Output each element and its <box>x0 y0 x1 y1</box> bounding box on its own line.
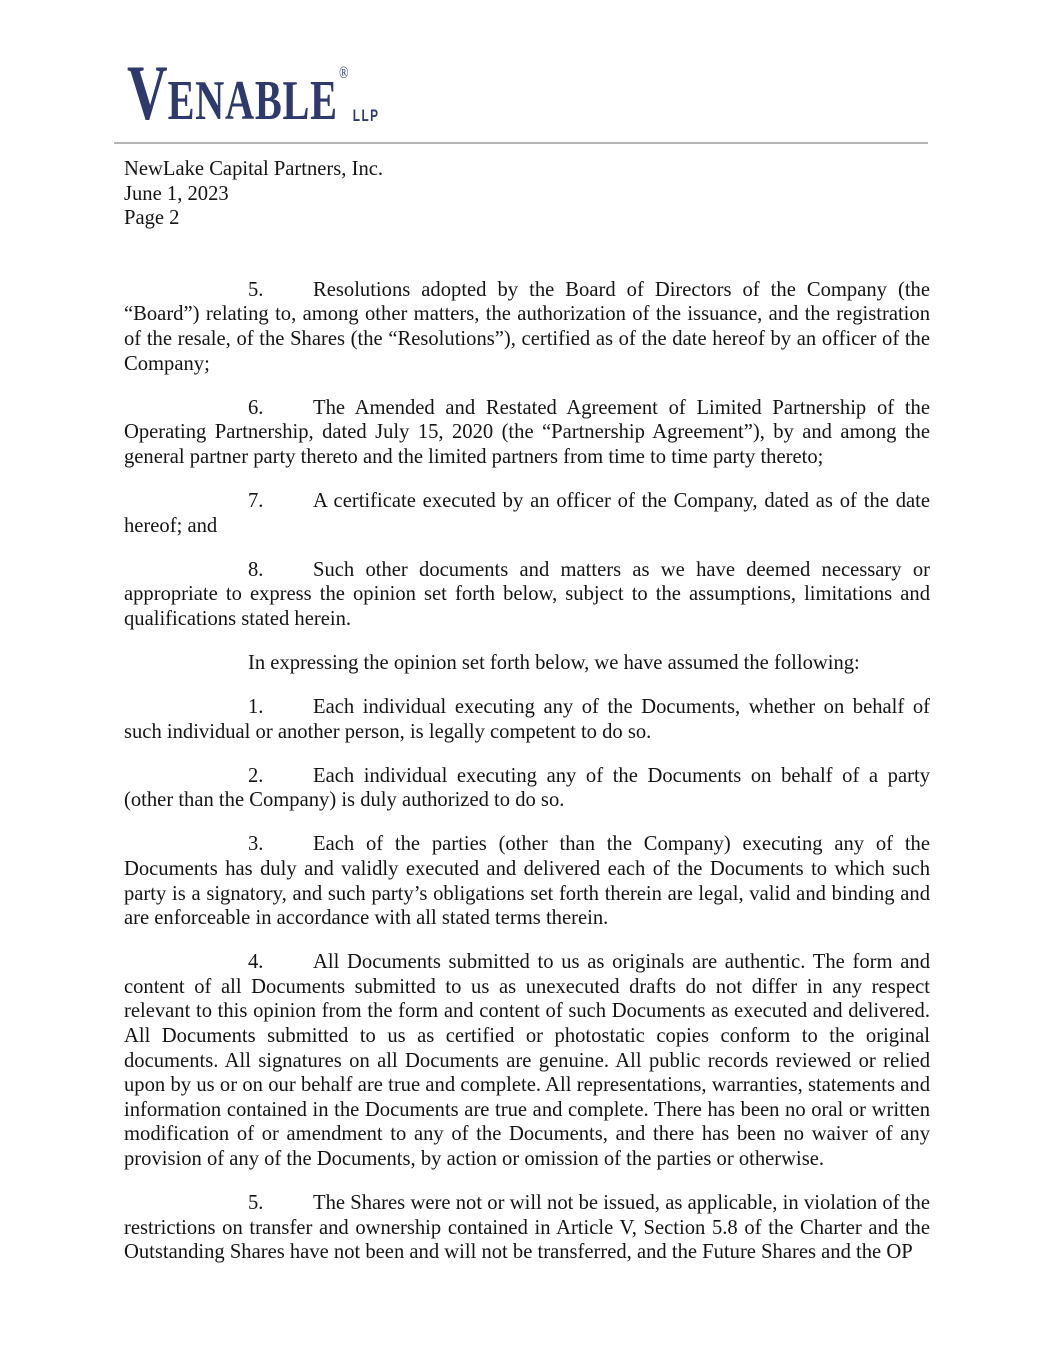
paragraph-text: Resolutions adopted by the Board of Directors of the Company (the “Board”) relating to, among other matters, the authorization of the issuance, and the registration of the resale, of the Shares (the “Resolutions”), certified as of the date hereof by an officer of the Company; <box>124 278 930 375</box>
paragraph-text: A certificate executed by an officer of the Company, dated as of the date hereof; and <box>124 489 930 537</box>
numbered-paragraph <box>124 764 930 813</box>
paragraph-text: Each individual executing any of the Documents, whether on behalf of such individual or another person, is legally competent to do so. <box>124 696 930 743</box>
paragraph-number: 7. <box>248 489 264 512</box>
numbered-paragraph <box>124 1191 930 1265</box>
letter-date: June 1, 2023 <box>124 182 229 205</box>
paragraph-number: 1. <box>248 696 264 718</box>
paragraph-number: 2. <box>248 764 264 787</box>
paragraph-number: 8. <box>248 558 264 581</box>
numbered-paragraph <box>124 832 930 930</box>
recipient-name: NewLake Capital Partners, Inc. <box>124 158 384 180</box>
numbered-paragraph <box>124 950 930 1171</box>
paragraph-text: Each of the parties (other than the Company) executing any of the Documents has duly and validly executed and delivered each of the Documents to which such party is a signatory, and such party’s obligations set forth therein are legal, valid and binding and are enforceable in accordance with all stated terms therein. <box>124 833 930 930</box>
paragraph-number: 4. <box>248 951 264 974</box>
paragraph-text: The Shares were not or will not be issued, as applicable, in violation of the restrictions on transfer and ownership contained in Article V, Section 5.8 of the Charter and the Outstanding Shares have not been and will not be transferred, and the Future Shares and the OP <box>124 1192 930 1264</box>
numbered-paragraph <box>124 695 930 744</box>
paragraph-number: 5. <box>248 278 264 301</box>
letterhead <box>124 157 930 231</box>
paragraph-text: All Documents submitted to us as originals are authentic. The form and content of all Documents submitted to us as unexecuted drafts do not differ in any respect relevant to this opinion from the form and content of such Documents as executed and delivered. All Documents submitted to us as certified or photostatic copies conform to the original documents. All signatures on all Documents are genuine. All public records reviewed or relied upon by us or on our behalf are true and complete. All representations, warranties, statements and information contained in the Documents are true and complete. There has been no oral or written modification of or amendment to any of the Documents, and there has been no waiver of any provision of any of the Documents, by action or omission of the parties or otherwise. <box>124 951 930 1170</box>
logo-letter-v: V <box>127 49 168 136</box>
paragraph-text: Each individual executing any of the Documents on behalf of a party (other than the Company) is duly authorized to do so. <box>124 764 930 812</box>
paragraph-text: Such other documents and matters as we have deemed necessary or appropriate to express the opinion set forth below, subject to the assumptions, limitations and qualifications stated herein. <box>124 558 930 630</box>
page-number: Page 2 <box>124 207 180 230</box>
logo-llp-suffix: LLP <box>352 107 380 125</box>
logo-wordmark: ENABLE <box>167 70 338 132</box>
paragraph-text: The Amended and Restated Agreement of Limited Partnership of the Operating Partnership, dated July 15, 2020 (the “Partnership Agreement”), by and among the general partner party thereto and the limited partners from time to time party thereto; <box>124 396 930 468</box>
paragraph-number: 3. <box>248 833 264 856</box>
numbered-paragraph <box>124 489 930 538</box>
venable-logo <box>127 49 705 136</box>
numbered-paragraph <box>124 396 930 470</box>
numbered-paragraph <box>124 278 930 376</box>
paragraph-number: 5. <box>248 1192 264 1215</box>
paragraph-number: 6. <box>248 396 264 419</box>
registered-trademark-icon: ® <box>339 63 349 82</box>
numbered-paragraph <box>124 558 930 632</box>
letterhead-rule <box>114 142 928 144</box>
assumptions-intro: In expressing the opinion set forth below, we have assumed the following: <box>248 651 860 674</box>
